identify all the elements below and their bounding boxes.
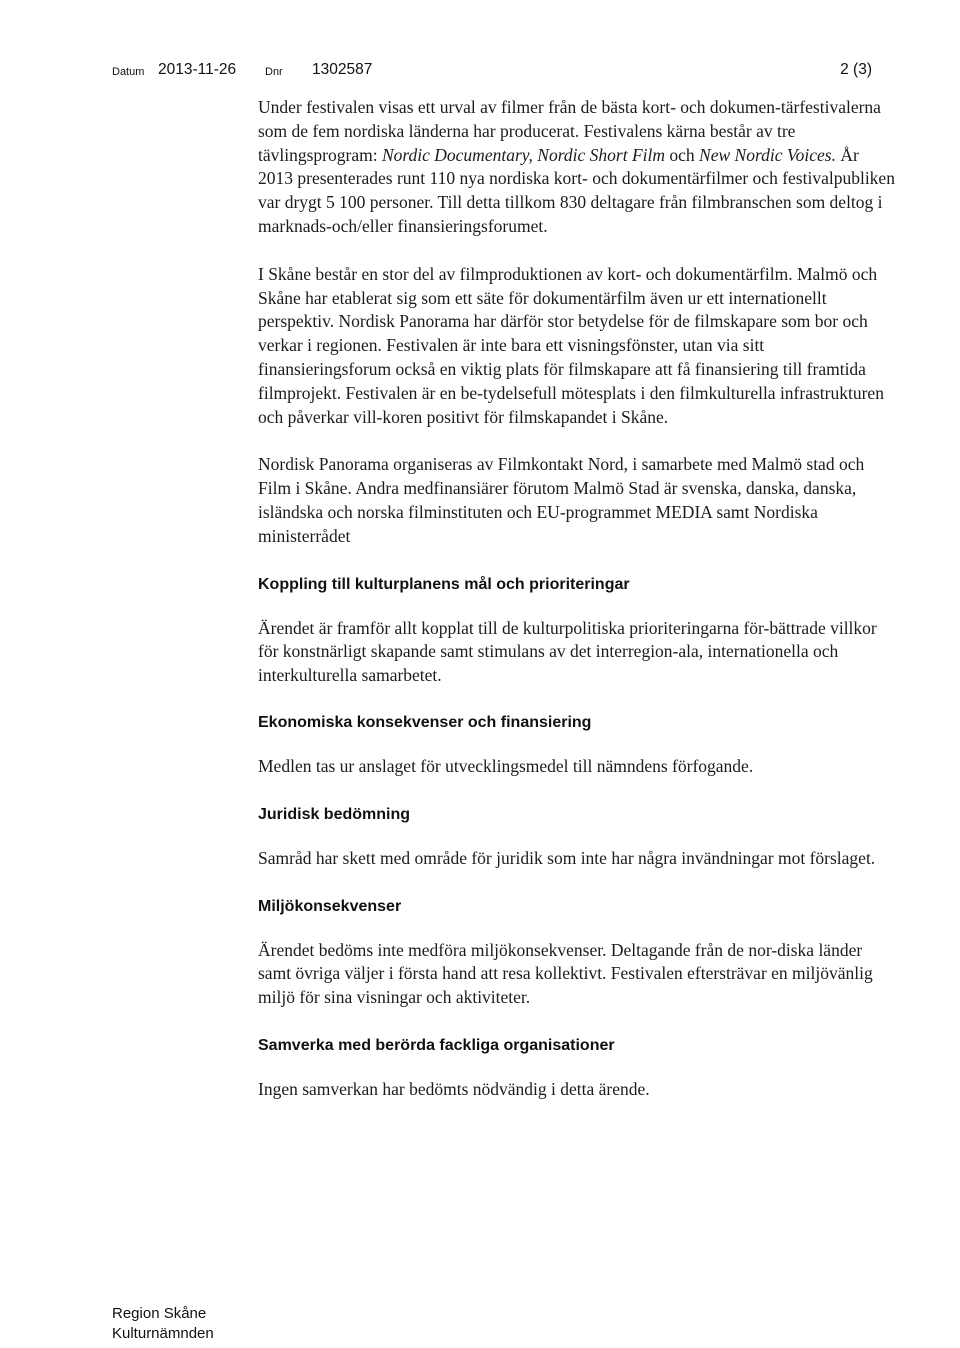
footer-org: Region Skåne [112, 1305, 207, 1322]
date-label: Datum [112, 66, 145, 78]
footer-dept: Kulturnämnden [112, 1325, 214, 1342]
italic-program-names: Nordic Documentary, Nordic Short Film [381, 144, 665, 165]
paragraph-legal: Samråd har skett med område för juridik som inte har några invändningar mot förslaget. [258, 847, 876, 868]
paragraph-environment: Ärendet bedöms inte medföra miljökonsekvenser. Deltagande från de nor-diska länder samt övriga väljer i första hand att resa kollektivt. Festivalen eftersträvar en miljövänlig miljö för sina visningar och aktiviteter. [258, 939, 873, 1008]
heading-economic: Ekonomiska konsekvenser och finansiering [258, 713, 592, 731]
page-footer [112, 1304, 214, 1344]
paragraph-festival-program [258, 96, 898, 239]
italic-program-name: New Nordic Voices. [699, 144, 836, 165]
document-body [258, 96, 898, 1102]
heading-legal: Juridisk bedömning [258, 805, 411, 823]
dnr-label: Dnr [265, 66, 283, 78]
paragraph-text: Under festivalen visas ett urval av filmer från de bästa kort- och dokumen-tärfestivalerna som de fem nordiska länderna har producerat. Festivalens kärna består av tre tävlingsprogram: [258, 97, 881, 165]
dnr-value: 1302587 [312, 61, 373, 78]
paragraph-text: År 2013 presenterades runt 110 nya nordiska kort- och dokumentärfilmer och festivalpubliken var drygt 5 100 personer. Till detta tillkom 830 deltagare från filmbranschen som deltog i marknads-och/eller finansieringsforumet. [258, 144, 895, 236]
paragraph-economic: Medlen tas ur anslaget för utvecklingsmedel till nämndens förfogande. [258, 755, 754, 776]
page-number: 2 (3) [840, 61, 872, 78]
paragraph-skane-film: I Skåne består en stor del av filmproduktionen av kort- och dokumentärfilm. Malmö och Skåne har etablerat sig som ett säte för dokumentärfilm även ur ett internationellt perspektiv. Nordisk Panorama har därför stor betydelse för de filmskapare som bor och verkar i regionen. Festivalen är inte bara ett visningsfönster, utan via sitt finansieringsforum också en viktig plats för filmskapare att få finansiering till framtida filmprojekt. Festivalen är en be-tydelsefull mötesplats i den filmkulturella infrastrukturen och påverkar vill-koren positivt för filmskapandet i Skåne. [258, 263, 884, 427]
heading-unions: Samverka med berörda fackliga organisationer [258, 1036, 615, 1054]
heading-environment: Miljökonsekvenser [258, 897, 402, 915]
paragraph-organisers: Nordisk Panorama organiseras av Filmkontakt Nord, i samarbete med Malmö stad och Film i Skåne. Andra medfinansiärer förutom Malmö Stad är svenska, danska, danska, isländska och norska filminstituten och EU-programmet MEDIA samt Nordiska ministerrådet [258, 454, 865, 546]
heading-culture-plan: Koppling till kulturplanens mål och prioriteringar [258, 575, 630, 593]
page-header [112, 60, 872, 84]
paragraph-text: och [665, 144, 700, 165]
paragraph-unions: Ingen samverkan har bedömts nödvändig i detta ärende. [258, 1078, 650, 1099]
date-value: 2013-11-26 [158, 61, 237, 78]
paragraph-culture-plan: Ärendet är framför allt kopplat till de kulturpolitiska prioriteringarna för-bättrade villkor för konstnärligt skapande samt stimulans av det interregion-ala, internationella och interkulturella samarbetet. [258, 617, 877, 686]
